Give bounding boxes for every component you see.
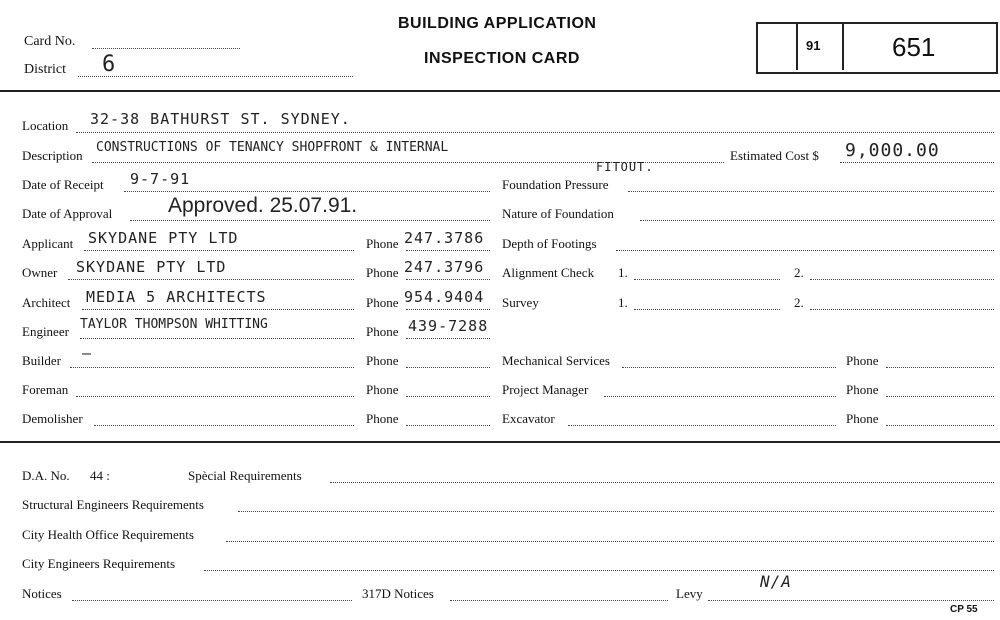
location-label: Location (22, 118, 69, 133)
levy-value: N/A (760, 572, 792, 591)
owner-phone-field[interactable] (406, 279, 490, 280)
structural-requirements-label: Structural Engineers Requirements (22, 497, 204, 512)
date-of-approval-field[interactable] (130, 220, 490, 221)
special-requirements-label: Spècial Requirements (188, 468, 302, 483)
excavator-phone-field[interactable] (886, 425, 994, 426)
nature-of-foundation-field[interactable] (640, 220, 994, 221)
demolisher-field[interactable] (94, 425, 354, 426)
estimated-cost-label: Estimated Cost $ (730, 148, 819, 163)
location-field[interactable] (76, 132, 994, 133)
nature-of-foundation-label: Nature of Foundation (502, 206, 614, 221)
box-number: 651 (892, 32, 936, 62)
foreman-phone-label: Phone (366, 382, 399, 397)
survey-1-field[interactable] (634, 309, 780, 310)
foundation-pressure-label: Foundation Pressure (502, 177, 609, 192)
form-code: CP 55 (950, 604, 978, 615)
mechanical-services-phone-field[interactable] (886, 367, 994, 368)
demolisher-phone-field[interactable] (406, 425, 490, 426)
excavator-field[interactable] (568, 425, 836, 426)
applicant-phone-value: 247.3786 (404, 229, 485, 247)
notices-317d-field[interactable] (450, 600, 668, 601)
owner-value: SKYDANE PTY LTD (76, 258, 227, 276)
middle-divider (0, 441, 1000, 443)
description-value: CONSTRUCTIONS OF TENANCY SHOPFRONT & INTERNAL (96, 140, 449, 155)
mechanical-services-field[interactable] (622, 367, 836, 368)
foreman-phone-field[interactable] (406, 396, 490, 397)
engineer-phone-field[interactable] (406, 338, 490, 339)
excavator-phone-label: Phone (846, 411, 879, 426)
city-engineers-requirements-label: City Engineers Requirements (22, 556, 176, 571)
project-manager-phone-field[interactable] (886, 396, 994, 397)
description-extra: FITOUT. (596, 160, 654, 174)
depth-of-footings-label: Depth of Footings (502, 236, 597, 251)
date-of-receipt-value: 9-7-91 (130, 170, 191, 188)
builder-field[interactable] (70, 367, 354, 368)
mechanical-services-phone-label: Phone (846, 353, 879, 368)
architect-field[interactable] (82, 309, 354, 310)
mechanical-services-label: Mechanical Services (502, 353, 610, 368)
top-divider (0, 90, 1000, 92)
box-divider-2 (842, 24, 844, 70)
city-engineers-requirements-field[interactable] (204, 570, 994, 571)
owner-label: Owner (22, 265, 58, 280)
card-no-label: Card No. (24, 34, 76, 49)
project-manager-phone-label: Phone (846, 382, 879, 397)
description-label: Description (22, 148, 83, 163)
builder-phone-label: Phone (366, 353, 399, 368)
notices-317d-label: 317D Notices (362, 586, 434, 601)
applicant-label: Applicant (22, 236, 74, 251)
foreman-field[interactable] (76, 396, 354, 397)
engineer-phone-label: Phone (366, 324, 399, 339)
approval-stamp: Approved. 25.07.91. (168, 194, 358, 217)
builder-value: — (82, 344, 93, 362)
box-code: 91 (806, 38, 821, 53)
project-manager-label: Project Manager (502, 382, 589, 397)
city-health-requirements-field[interactable] (226, 541, 994, 542)
card-no-field[interactable] (92, 48, 240, 49)
applicant-value: SKYDANE PTY LTD (88, 229, 239, 247)
district-value: 6 (102, 52, 117, 77)
engineer-field[interactable] (80, 338, 354, 339)
da-no-value: 44 : (90, 468, 110, 483)
survey-label: Survey (502, 295, 539, 310)
notices-label: Notices (22, 586, 62, 601)
alignment-check-2-label: 2. (794, 265, 804, 280)
foreman-label: Foreman (22, 382, 69, 397)
district-label: District (24, 62, 66, 77)
architect-value: MEDIA 5 ARCHITECTS (86, 288, 267, 306)
district-field[interactable] (78, 76, 353, 77)
survey-2-field[interactable] (810, 309, 994, 310)
applicant-field[interactable] (84, 250, 354, 251)
levy-label: Levy (676, 586, 703, 601)
applicant-phone-field[interactable] (406, 250, 490, 251)
estimated-cost-field[interactable] (840, 162, 994, 163)
alignment-check-1-field[interactable] (634, 279, 780, 280)
builder-label: Builder (22, 353, 61, 368)
levy-field[interactable] (708, 600, 994, 601)
alignment-check-label: Alignment Check (502, 265, 595, 280)
survey-1-label: 1. (618, 295, 628, 310)
architect-phone-label: Phone (366, 295, 399, 310)
owner-field[interactable] (68, 279, 354, 280)
title-line2: INSPECTION CARD (424, 50, 580, 67)
structural-requirements-field[interactable] (238, 511, 994, 512)
engineer-value: TAYLOR THOMPSON WHITTING (80, 317, 268, 332)
estimated-cost-value: 9,000.00 (845, 140, 940, 161)
architect-phone-field[interactable] (406, 309, 490, 310)
location-value: 32-38 BATHURST ST. SYDNEY. (90, 110, 351, 128)
project-manager-field[interactable] (604, 396, 836, 397)
builder-phone-field[interactable] (406, 367, 490, 368)
owner-phone-value: 247.3796 (404, 258, 485, 276)
demolisher-phone-label: Phone (366, 411, 399, 426)
card-number-box (756, 22, 998, 74)
excavator-label: Excavator (502, 411, 555, 426)
box-divider-1 (796, 24, 798, 70)
date-of-receipt-field[interactable] (124, 191, 490, 192)
architect-label: Architect (22, 295, 71, 310)
owner-phone-label: Phone (366, 265, 399, 280)
applicant-phone-label: Phone (366, 236, 399, 251)
demolisher-label: Demolisher (22, 411, 83, 426)
city-health-requirements-label: City Health Office Requirements (22, 527, 194, 542)
engineer-phone-value: 439-7288 (408, 317, 489, 335)
special-requirements-field[interactable] (330, 482, 994, 483)
title-line1: BUILDING APPLICATION (398, 15, 597, 32)
da-no-label: D.A. No. (22, 468, 70, 483)
survey-2-label: 2. (794, 295, 804, 310)
depth-of-footings-field[interactable] (616, 250, 994, 251)
alignment-check-2-field[interactable] (810, 279, 994, 280)
alignment-check-1-label: 1. (618, 265, 628, 280)
date-of-receipt-label: Date of Receipt (22, 177, 104, 192)
date-of-approval-label: Date of Approval (22, 206, 113, 221)
engineer-label: Engineer (22, 324, 69, 339)
foundation-pressure-field[interactable] (628, 191, 994, 192)
notices-field[interactable] (72, 600, 352, 601)
architect-phone-value: 954.9404 (404, 288, 485, 306)
